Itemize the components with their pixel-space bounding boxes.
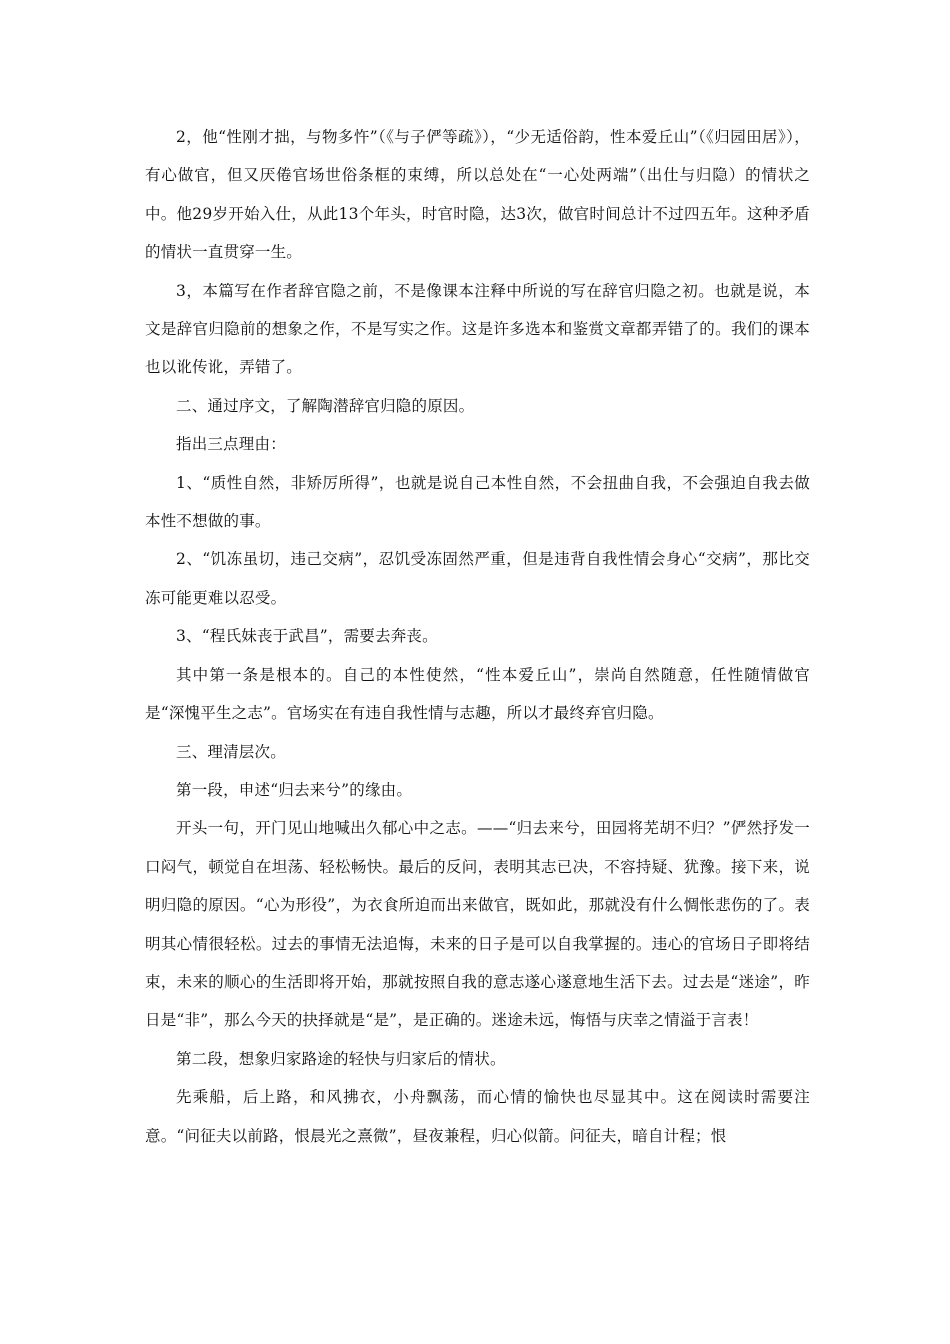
paragraph-1: 2，他“性刚才拙，与物多忤”（《与子俨等疏》），“少无适俗韵，性本爱丘山”（《归园田居》），有心做官，但又厌倦官场世俗条框的束缚，所以总处在“一心处两端”（出仕与归隐）的情状之中。他29岁开始入仕，从此13个年头，时官时隐，达3次，做官时间总计不过四五年。这种矛盾的情状一直贯穿一生。: [145, 128, 810, 262]
paragraph-10: 第二段，想象归家路途的轻快与归家后的情状。: [176, 1049, 506, 1068]
section-heading-3: 三、理清层次。: [176, 742, 286, 761]
paragraph-7: 其中第一条是根本的。自己的本性使然，“性本爱丘山”，崇尚自然随意，任性随情做官是“深愧平生之志”。官场实在有违自我性情与志趣，所以才最终弃官归隐。: [145, 665, 810, 723]
paragraph-4: 1、“质性自然，非矫厉所得”，也就是说自己本性自然，不会扭曲自我，不会强迫自我去做本性不想做的事。: [145, 473, 810, 531]
paragraph-3: 指出三点理由：: [176, 435, 286, 454]
document-page: [145, 118, 810, 1155]
paragraph-9: 开头一句，开门见山地喊出久郁心中之志。——“归去来兮，田园将芜胡不归？”俨然抒发一口闷气，顿觉自在坦荡、轻松畅快。最后的反问，表明其志已决，不容持疑、犹豫。接下来，说明归隐的原因。“心为形役”，为衣食所迫而出来做官，既如此，那就没有什么惆怅悲伤的了。表明其心情很轻松。过去的事情无法追悔，未来的日子是可以自我掌握的。违心的官场日子即将结束，未来的顺心的生活即将开始，那就按照自我的意志遂心遂意地生活下去。过去是“迷途”，昨日是“非”，那么今天的抉择就是“是”，是正确的。迷途未远，悔悟与庆幸之情溢于言表！: [145, 819, 810, 1030]
paragraph-2: 3，本篇写在作者辞官隐之前，不是像课本注释中所说的写在辞官归隐之初。也就是说，本文是辞官归隐前的想象之作，不是写实之作。这是许多选本和鉴赏文章都弄错了的。我们的课本也以讹传讹，弄错了。: [145, 281, 810, 377]
paragraph-5: 2、“饥冻虽切，违己交病”，忍饥受冻固然严重，但是违背自我性情会身心“交病”，那比交冻可能更难以忍受。: [145, 550, 810, 607]
section-heading-2: 二、通过序文，了解陶潜辞官归隐的原因。: [176, 396, 475, 415]
paragraph-6: 3、“程氏妹丧于武昌”，需要去奔丧。: [176, 627, 438, 646]
paragraph-11: 先乘船，后上路，和风拂衣，小舟飘荡，而心情的愉快也尽显其中。这在阅读时需要注意。“问征夫以前路，恨晨光之熹微”，昼夜兼程，归心似箭。问征夫，暗自计程；恨: [145, 1088, 810, 1145]
paragraph-8: 第一段，申述“归去来兮”的缘由。: [176, 780, 413, 799]
